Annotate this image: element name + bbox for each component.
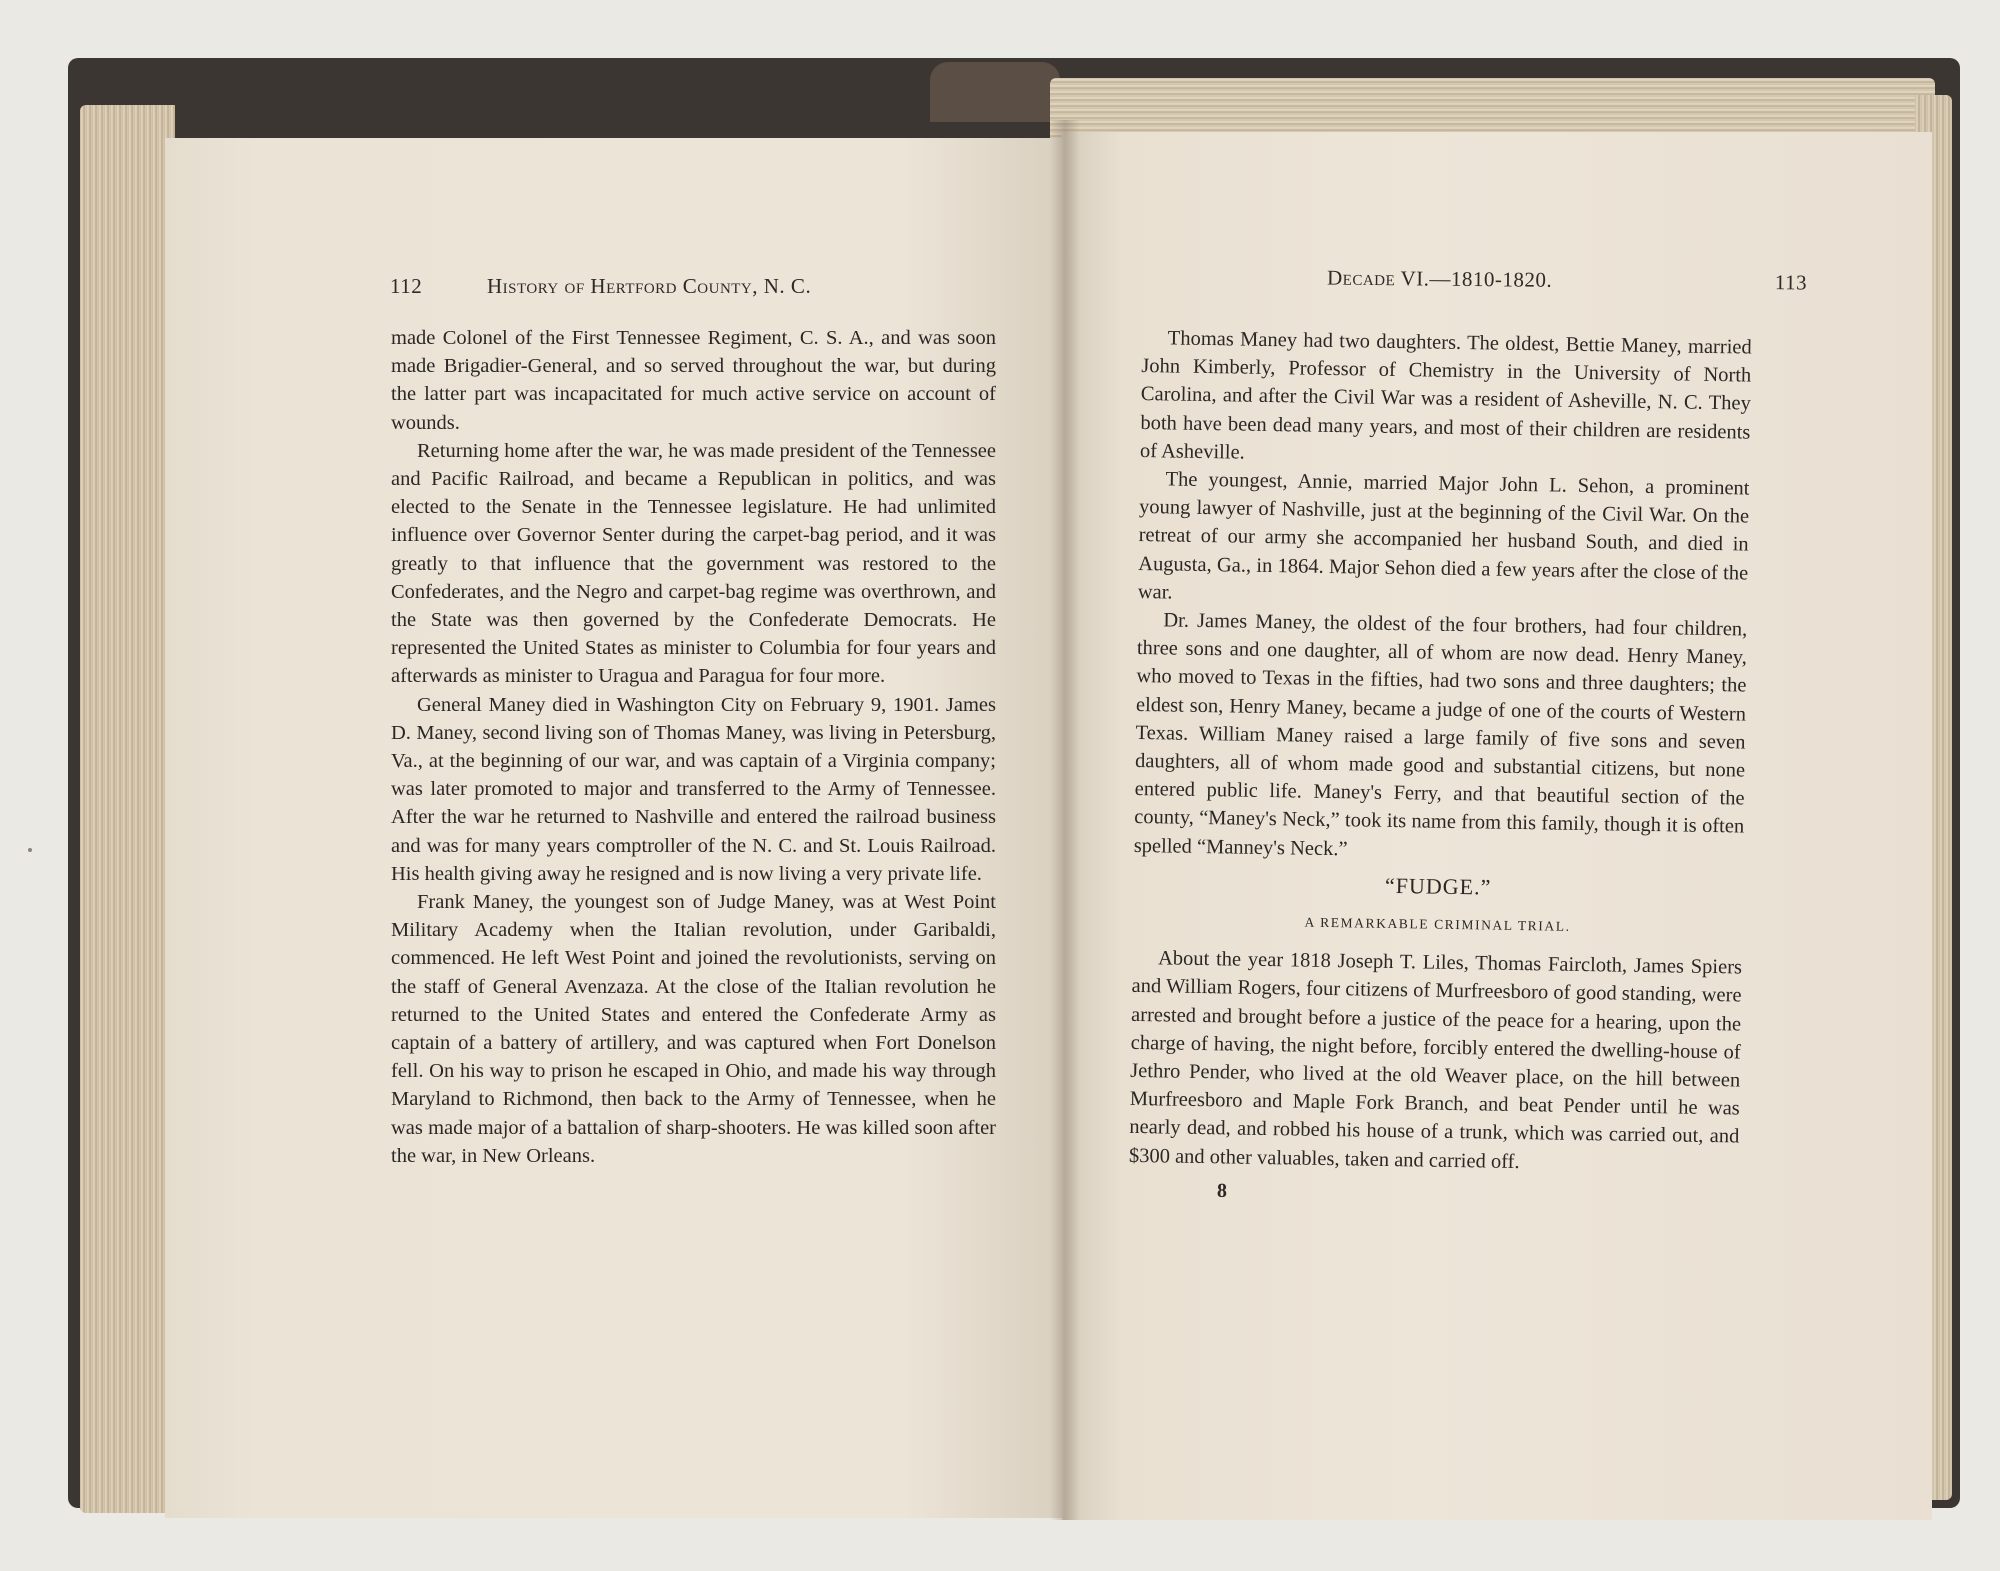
right-paragraph-1: Thomas Maney had two daughters. The oldest, Bettie Maney, married John Kimberly, Professor of Chemistry in the University of North Carolina, and after the Civil War was a resident of Asheville, N. C. They both have been dead many years, and most of their children are residents of Asheville.	[1139, 327, 1752, 464]
left-paragraph-4: Frank Maney, the youngest son of Judge Maney, was at West Point Military Academy when the Italian revolution, under Garibaldi, commenced. He left West Point and joined the revolutionists, serving on the staff of General Avenzaza. At the close of the Italian revolution he returned to the United States and entered the Confederate Army as captain of a battery of artillery, and was captured when Fort Donelson fell. On his way to prison he escaped in Ohio, and made his way through Maryland to Richmond, then back to the Army of Tennessee, when he was made major of a battalion of sharp-shooters. He was killed soon after the war, in New Orleans.	[391, 891, 996, 1167]
table-speck	[28, 848, 32, 852]
right-running-head	[1327, 265, 1807, 304]
right-paragraph-4: About the year 1818 Joseph T. Liles, Thomas Faircloth, James Spiers and William Rogers, four citizens of Murfreesboro of good standing, were arrested and brought before a justice of the peace for a hearing, upon the charge of having, the night before, forcibly entered the dwelling-house of Jethro Pender, who lived at the old Weaver place, on the hill between Murfreesboro and Maple Fork Branch, and beat Pender until he was nearly dead, and robbed his house of a trunk, which was carried out, and $300 and other valuables, taken and carried off.	[1128, 947, 1743, 1173]
left-page	[165, 138, 1065, 1518]
right-running-title: Decade VI.—1810-1820.	[1326, 265, 1553, 292]
left-paragraph-2: Returning home after the war, he was made president of the Tennessee and Pacific Railroad, and became a Republican in politics, and was elected to the Senate in the Tennessee legislature. He had unlimited influence over Governor Senter during the carpet-bag period, and it was greatly to that influence that the government was restored to the Confederates, and the Negro and carpet-bag regime was overthrown, and the State was then governed by the Confederate Democrats. He represented the United States as minister to Columbia for four years and afterwards as minister to Uragua and Paragua for four more.	[391, 439, 996, 688]
left-running-head	[390, 274, 940, 308]
right-paragraph-3: Dr. James Maney, the oldest of the four brothers, had four children, three sons and one daughter, all of whom are now dead. Henry Maney, who moved to Texas in the fifties, had two sons and three daughters; the eldest son, Henry Maney, became a judge of one of the courts of Western Texas. William Maney raised a large family of five sons and seven daughters, all of whom made good and substantial citizens, but none entered public life. Maney's Ferry, and that beautiful section of the county, “Maney's Neck,” took its name from this family, though it is often spelled “Manney's Neck.”	[1133, 609, 1748, 860]
signature-mark: 8	[1216, 1179, 1228, 1203]
left-paragraph-1: made Colonel of the First Tennessee Regiment, C. S. A., and was soon made Brigadier-General, and so served throughout the war, but during the latter part was incapacitated for much active service on account of wounds.	[391, 327, 996, 434]
right-paragraph-2: The youngest, Annie, married Major John L. Sehon, a prominent young lawyer of Nashville, just at the beginning of the Civil War. On the retreat of our army she accompanied her husband South, and died in Augusta, Ga., in 1864. Major Sehon died a few years after the close of the war.	[1137, 468, 1750, 604]
section-subtitle: A REMARKABLE CRIMINAL TRIAL.	[1304, 914, 1571, 934]
right-page	[1062, 132, 1932, 1520]
left-paragraph-3: General Maney died in Washington City on February 9, 1901. James D. Maney, second living son of Thomas Maney, was living in Petersburg, Va., at the beginning of our war, and was captain of a Virginia company; was later promoted to major and transferred to the Army of Tennessee. After the war he returned to Nashville and entered the railroad business and was for many years comptroller of the N. C. and St. Louis Railroad. His health giving away he resigned and is now living a very private life.	[391, 693, 996, 885]
spine-headband	[930, 62, 1060, 122]
left-body-text	[391, 324, 996, 1170]
section-title: “FUDGE.”	[1384, 872, 1492, 900]
left-page-number: 112	[390, 274, 423, 298]
right-body-text	[1129, 324, 1752, 1179]
page-edges-left	[80, 105, 175, 1513]
right-page-number: 113	[1774, 270, 1808, 295]
left-running-title: History of Hertford County, N. C.	[487, 274, 812, 298]
book-gutter	[1050, 120, 1080, 1520]
